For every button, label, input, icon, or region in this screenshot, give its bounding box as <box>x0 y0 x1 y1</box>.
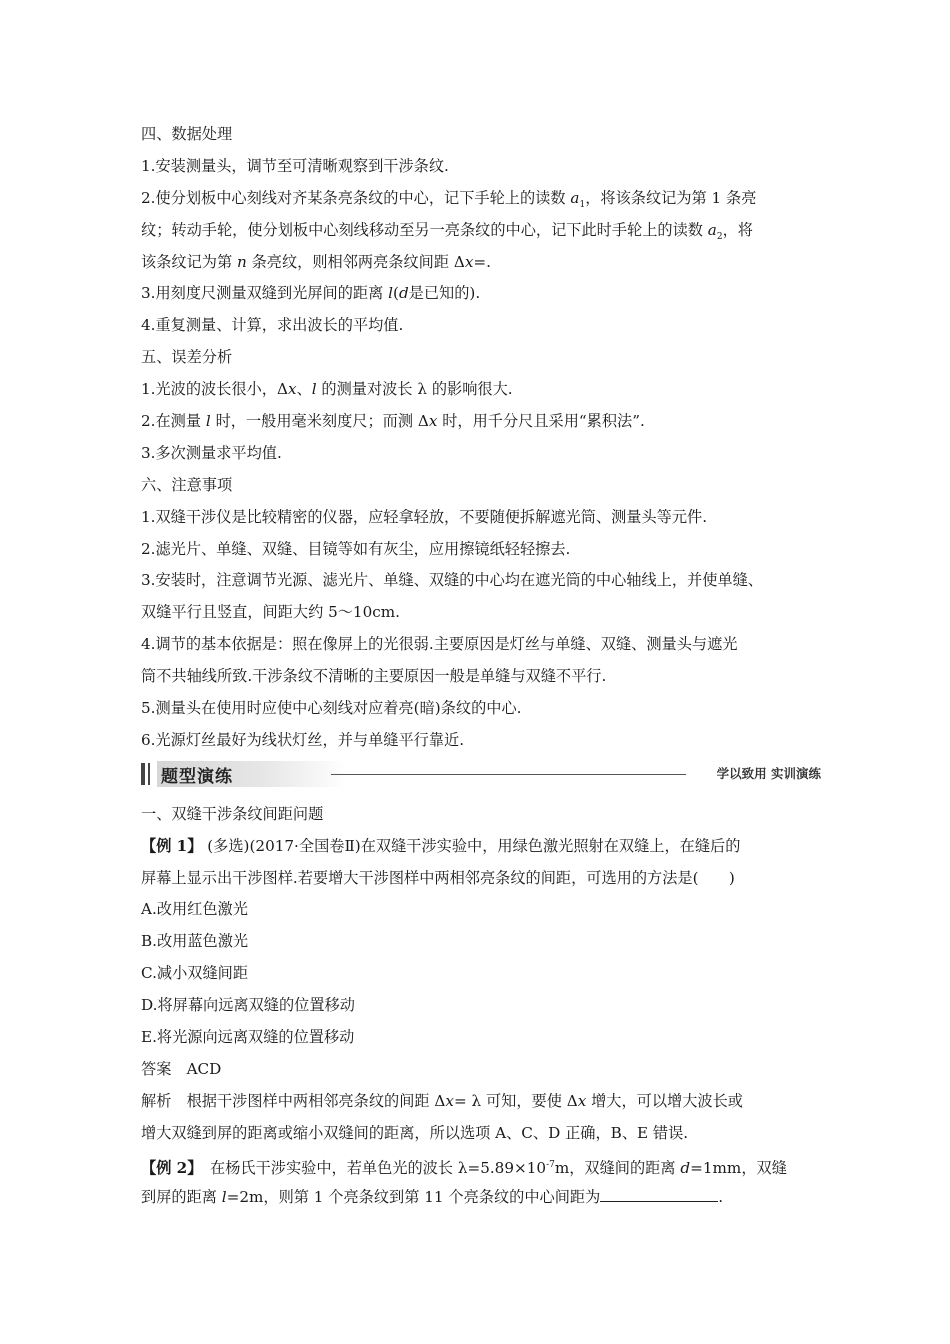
section-banner <box>141 759 821 789</box>
step-3: 3.用刻度尺测量双缝到光屏间的距离 l(d是已知的). <box>141 284 481 303</box>
banner-bar-thin <box>148 763 150 785</box>
note-4-line-1: 4.调节的基本依据是：照在像屏上的光很弱.主要原因是灯丝与单缝、双缝、测量头与遮光 <box>141 635 738 654</box>
banner-bar-thick <box>141 763 145 785</box>
option-b: B.改用蓝色激光 <box>141 932 249 951</box>
error-2: 2.在测量 l 时，一般用毫米刻度尺；而测 Δx 时，用千分尺且采用“累积法”. <box>141 412 645 431</box>
option-e: E.将光源向远离双缝的位置移动 <box>141 1028 355 1047</box>
example-1-line-2: 屏幕上显示出干涉图样.若要增大干涉图样中两相邻亮条纹的间距，可选用的方法是( ) <box>141 868 735 887</box>
option-c: C.减小双缝间距 <box>141 964 249 983</box>
option-a: A.改用红色激光 <box>141 900 248 919</box>
error-1: 1.光波的波长很小，Δx、l 的测量对波长 λ 的影响很大. <box>141 380 513 399</box>
step-2-line-1: 2.使分划板中心刻线对齐某条亮条纹的中心，记下手轮上的读数 $a_1$，将该条纹记为第 1 条亮 <box>141 188 757 210</box>
note-2: 2.滤光片、单缝、双缝、目镜等如有灰尘，应用擦镜纸轻轻擦去. <box>141 539 571 558</box>
banner-title-box <box>157 761 347 787</box>
error-3: 3.多次测量求平均值. <box>141 443 282 462</box>
answer: 答案 ACD <box>141 1059 222 1078</box>
example-2-line-2: 到屏的距离 l=2m，则第 1 个亮条纹到第 11 个亮条纹的中心间距为 . <box>141 1187 724 1206</box>
step-2-line-2: 纹；转动手轮，使分划板中心刻线移动至另一亮条纹的中心，记下此时手轮上的读数 $a_2$，将 <box>141 220 753 242</box>
analysis-line-2: 增大双缝到屏的距离或缩小双缝间的距离，所以选项 A、C、D 正确，B、E 错误. <box>141 1123 689 1142</box>
note-4-line-2: 筒不共轴线所致.干涉条纹不清晰的主要原因一般是单缝与双缝不平行. <box>141 667 607 686</box>
section-heading-error-analysis: 五、误差分析 <box>141 348 233 367</box>
section-heading-data-processing: 四、数据处理 <box>141 125 233 143</box>
page-content <box>141 124 821 1218</box>
section-heading-notes: 六、注意事项 <box>141 475 233 494</box>
analysis-line-1: 解析 根据干涉图样中两相邻亮条纹的间距 Δx= λ 可知，要使 Δx 增大，可以增大波长或 <box>141 1091 743 1110</box>
note-5: 5.测量头在使用时应使中心刻线对应着亮(暗)条纹的中心. <box>141 699 522 718</box>
note-6: 6.光源灯丝最好为线状灯丝，并与单缝平行靠近. <box>141 730 465 749</box>
example-1-line-1: 【例 1】 (多选)(2017·全国卷Ⅱ)在双缝干涉实验中，用绿色激光照射在双缝上，在缝后的 <box>141 836 741 855</box>
note-1: 1.双缝干涉仪是比较精密的仪器，应轻拿轻放，不要随便拆解遮光筒、测量头等元件. <box>141 507 708 526</box>
practice-heading: 一、双缝干涉条纹间距问题 <box>141 804 324 823</box>
note-3-line-2: 双缝平行且竖直，间距大约 5～10cm. <box>141 603 400 622</box>
example-2-tag: 【例 2】 <box>141 1158 195 1177</box>
step-4: 4.重复测量、计算，求出波长的平均值. <box>141 316 404 335</box>
option-d: D.将屏幕向远离双缝的位置移动 <box>141 996 355 1015</box>
banner-rule <box>331 774 686 775</box>
step-2-line-3: 该条纹记为第 n 条亮纹，则相邻两亮条纹间距 Δx=. <box>141 252 491 271</box>
example-1-tag: 【例 1】 <box>141 836 203 855</box>
banner-title: 题型演练 <box>161 766 233 787</box>
answer-blank[interactable] <box>600 1187 718 1202</box>
note-3-line-1: 3.安装时，注意调节光源、滤光片、单缝、双缝的中心均在遮光筒的中心轴线上，并使单缝、 <box>141 571 763 590</box>
example-2-line-1: 【例 2】 在杨氏干涉实验中，若单色光的波长 $\lambda=5.89\times 10^{-7}m$，双缝间的距离 d=1mm，双缝 <box>141 1158 787 1177</box>
step-1: 1.安装测量头，调节至可清晰观察到干涉条纹. <box>141 156 449 175</box>
banner-subtitle: 学以致用 实训演练 <box>716 765 821 781</box>
